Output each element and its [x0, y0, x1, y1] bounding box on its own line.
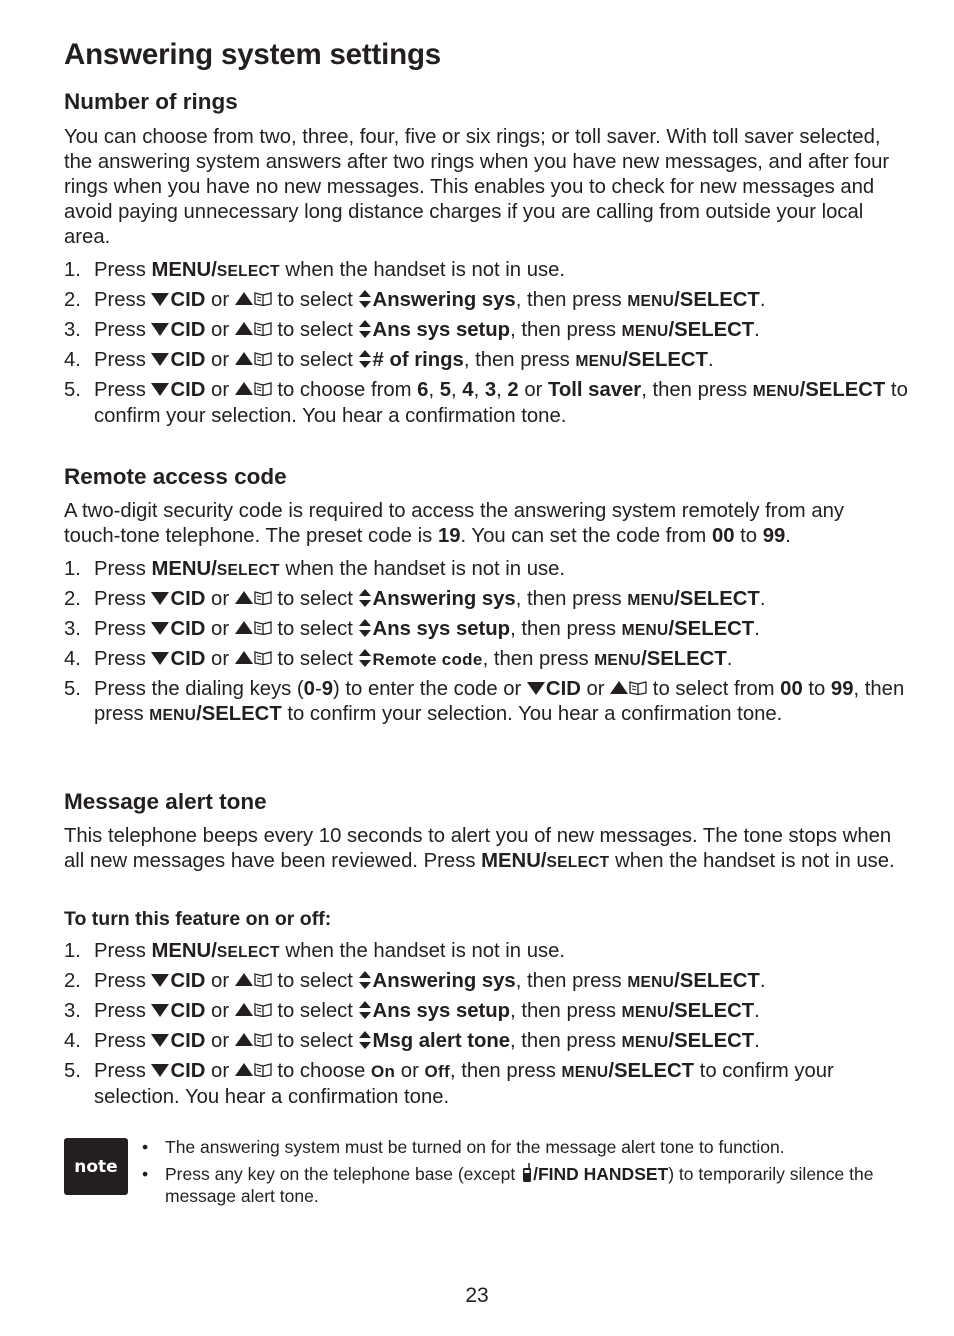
up-triangle-icon: [235, 1003, 253, 1016]
up-triangle-icon: [235, 1063, 253, 1076]
step-text: Press CID or to select Ans sys setup, then press MENU/SELECT.: [94, 1000, 760, 1022]
note-text: The answering system must be turned on for the message alert tone to function.: [165, 1137, 785, 1157]
down-triangle-icon: [151, 1064, 169, 1077]
phonebook-icon: [254, 590, 272, 605]
step-number: 4.: [64, 648, 81, 670]
up-triangle-icon: [235, 651, 253, 664]
step-item: [64, 677, 914, 728]
step-item: [64, 318, 914, 344]
section-intro-message-alert-tone: This telephone beeps every 10 seconds to alert you of new messages. The tone stops when all new messages have been reviewed. Press MENU/SELECT when the handset is not in use.: [64, 825, 895, 872]
step-item: [64, 617, 914, 643]
phonebook-icon: [254, 321, 272, 336]
note-item: [142, 1136, 882, 1159]
down-triangle-icon: [151, 622, 169, 635]
section-title-number-of-rings: Number of rings: [64, 89, 238, 114]
step-text: Press MENU/SELECT when the handset is not in use.: [94, 940, 566, 962]
phonebook-icon: [254, 620, 272, 635]
down-triangle-icon: [151, 1004, 169, 1017]
phonebook-icon: [254, 1002, 272, 1017]
up-triangle-icon: [235, 352, 253, 365]
up-triangle-icon: [235, 591, 253, 604]
scroll-arrows-icon: [359, 320, 371, 338]
note-text: Press any key on the telephone base (except /FIND HANDSET) to temporarily silence the message alert tone.: [165, 1163, 874, 1206]
step-text: Press CID or to choose from 6, 5, 4, 3, 2 or Toll saver, then press MENU/SELECT to confirm your selection. You hear a confirmation tone.: [94, 379, 908, 427]
down-triangle-icon: [151, 383, 169, 396]
bullet: •: [142, 1137, 149, 1157]
steps-remote-access-code: [64, 557, 914, 732]
up-triangle-icon: [235, 973, 253, 986]
section-intro-number-of-rings: You can choose from two, three, four, five or six rings; or toll saver. With toll saver selected, the answering system answers after two rings when you have new messages, and after four rings when you have no new messages. This enables you to check for new messages and avoid paying unnecessary long distance charges if you are calling from outside your local area.: [64, 126, 890, 248]
phonebook-icon: [254, 351, 272, 366]
step-item: [64, 557, 914, 583]
section-title-message-alert-tone: Message alert tone: [64, 789, 267, 814]
step-text: Press CID or to select Answering sys, then press MENU/SELECT.: [94, 289, 766, 311]
step-number: 5.: [64, 1060, 81, 1082]
step-number: 2.: [64, 970, 81, 992]
scroll-arrows-icon: [359, 1031, 371, 1049]
step-text: Press CID or to choose On or Off, then press MENU/SELECT to confirm your selection. You hear a confirmation tone.: [94, 1060, 834, 1108]
steps-message-alert-tone: [64, 939, 914, 1114]
page-title: Answering system settings: [64, 38, 441, 71]
phonebook-icon: [254, 1032, 272, 1047]
step-text: Press CID or to select Answering sys, then press MENU/SELECT.: [94, 970, 766, 992]
subheading-turn-feature: To turn this feature on or off:: [64, 908, 332, 930]
scroll-arrows-icon: [359, 290, 371, 308]
up-triangle-icon: [235, 1033, 253, 1046]
step-number: 3.: [64, 618, 81, 640]
note-list: [142, 1136, 882, 1212]
up-triangle-icon: [610, 681, 628, 694]
down-triangle-icon: [151, 592, 169, 605]
step-item: [64, 348, 914, 374]
step-text: Press the dialing keys (0-9) to enter the code or CID or to select from 00 to 99, then press MENU/SELECT to confirm your selection. You hear a confirmation tone.: [94, 678, 905, 725]
page-number: 23: [465, 1284, 489, 1307]
phonebook-icon: [254, 650, 272, 665]
step-number: 4.: [64, 349, 81, 371]
step-text: Press CID or to select Ans sys setup, then press MENU/SELECT.: [94, 319, 760, 341]
steps-number-of-rings: [64, 258, 914, 433]
step-item: [64, 939, 914, 965]
phonebook-icon: [629, 680, 647, 695]
up-triangle-icon: [235, 621, 253, 634]
up-triangle-icon: [235, 382, 253, 395]
step-number: 5.: [64, 678, 81, 700]
section-intro-remote-access-code: A two-digit security code is required to access the answering system remotely from any touch-tone telephone. The preset code is 19. You can set the code from 00 to 99.: [64, 500, 845, 547]
step-item: [64, 587, 914, 613]
step-text: Press CID or to select Ans sys setup, then press MENU/SELECT.: [94, 618, 760, 640]
step-number: 1.: [64, 940, 81, 962]
scroll-arrows-icon: [359, 350, 371, 368]
note-badge: note: [64, 1138, 128, 1195]
phonebook-icon: [254, 291, 272, 306]
step-text: Press CID or to select Answering sys, then press MENU/SELECT.: [94, 588, 766, 610]
note-item: [142, 1163, 882, 1208]
section-title-remote-access-code: Remote access code: [64, 464, 287, 489]
down-triangle-icon: [151, 652, 169, 665]
down-triangle-icon: [151, 974, 169, 987]
scroll-arrows-icon: [359, 971, 371, 989]
phonebook-icon: [254, 972, 272, 987]
down-triangle-icon: [151, 293, 169, 306]
step-number: 3.: [64, 1000, 81, 1022]
down-triangle-icon: [151, 353, 169, 366]
step-text: Press CID or to select Remote code, then press MENU/SELECT.: [94, 648, 733, 670]
step-item: [64, 378, 914, 429]
scroll-arrows-icon: [359, 619, 371, 637]
step-text: Press MENU/SELECT when the handset is not in use.: [94, 558, 566, 580]
step-item: [64, 258, 914, 284]
phonebook-icon: [254, 381, 272, 396]
scroll-arrows-icon: [359, 589, 371, 607]
scroll-arrows-icon: [359, 649, 371, 667]
step-item: [64, 1029, 914, 1055]
step-number: 2.: [64, 289, 81, 311]
step-item: [64, 1059, 914, 1110]
step-number: 1.: [64, 558, 81, 580]
handset-locator-icon: [521, 1163, 533, 1183]
step-text: Press CID or to select # of rings, then press MENU/SELECT.: [94, 349, 714, 371]
step-item: [64, 288, 914, 314]
up-triangle-icon: [235, 322, 253, 335]
step-number: 5.: [64, 379, 81, 401]
bullet: •: [142, 1163, 149, 1184]
down-triangle-icon: [527, 682, 545, 695]
step-item: [64, 999, 914, 1025]
step-text: Press CID or to select Msg alert tone, then press MENU/SELECT.: [94, 1030, 760, 1052]
down-triangle-icon: [151, 1034, 169, 1047]
step-item: [64, 969, 914, 995]
step-number: 3.: [64, 319, 81, 341]
step-item: [64, 647, 914, 673]
step-text: Press MENU/SELECT when the handset is not in use.: [94, 259, 566, 281]
scroll-arrows-icon: [359, 1001, 371, 1019]
up-triangle-icon: [235, 292, 253, 305]
phonebook-icon: [254, 1062, 272, 1077]
step-number: 4.: [64, 1030, 81, 1052]
step-number: 2.: [64, 588, 81, 610]
down-triangle-icon: [151, 323, 169, 336]
step-number: 1.: [64, 259, 81, 281]
